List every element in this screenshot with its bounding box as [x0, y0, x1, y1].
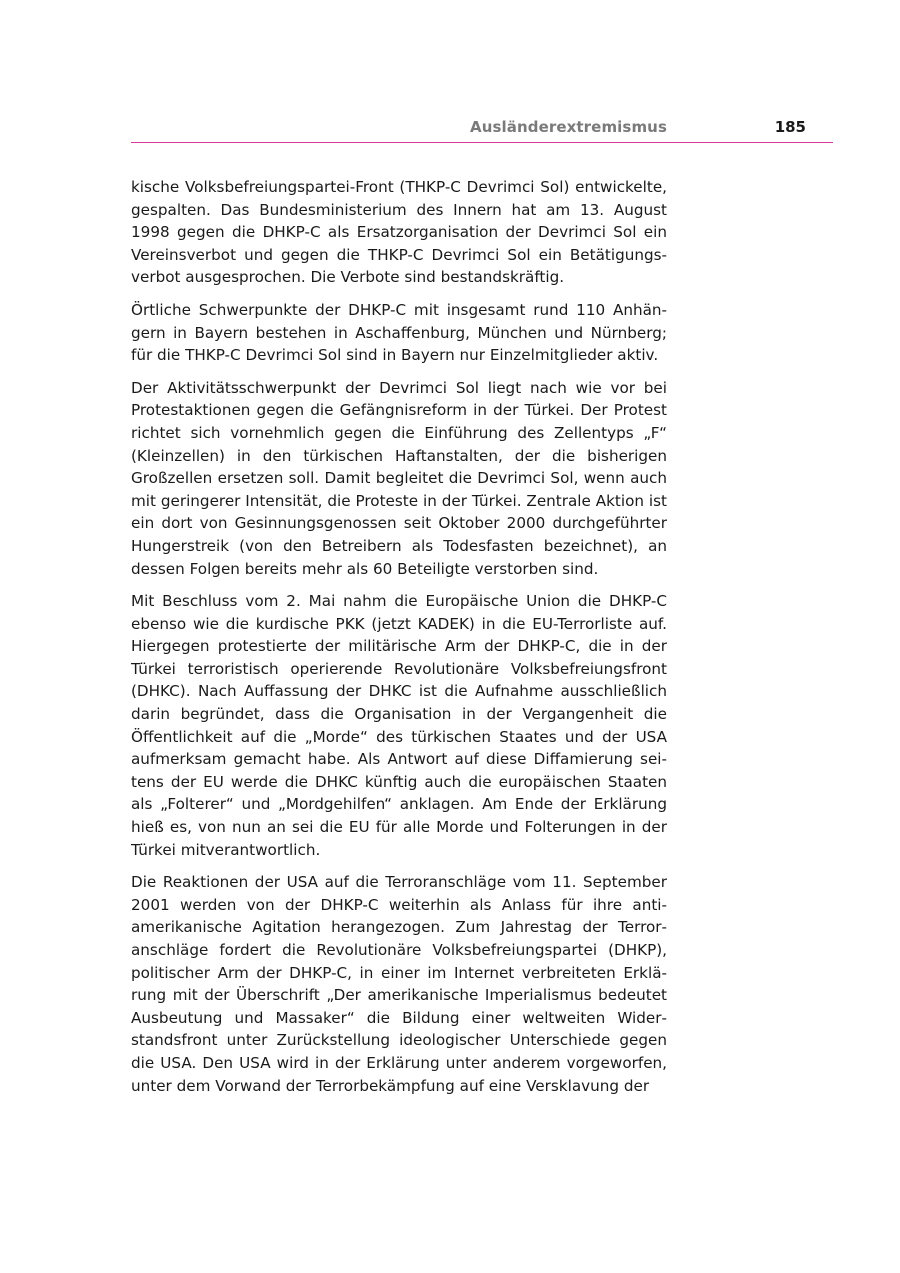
- paragraph: Der Aktivitätsschwerpunkt der Devrimci Sol liegt nach wie vor bei Protestaktionen gegen die Gefängnisreform in der Türkei. Der Protest richtet sich vornehmlich gegen die Einführung des Zellentyps „F“ (Kleinzellen) in den türkischen Haftanstalten, der die bisherigen Großzellen ersetzen soll. Damit begleitet die Devrimci Sol, wenn auch mit geringerer Intensität, die Proteste in der Türkei. Zentrale Aktion ist ein dort von Gesinnungsgenossen seit Oktober 2000 durchgeführter Hungerstreik (von den Betreibern als Todesfasten bezeichnet), an dessen Folgen bereits mehr als 60 Beteiligte verstorben sind.: [131, 378, 667, 578]
- body-text: [131, 176, 667, 1107]
- paragraph: kische Volksbefreiungspartei-Front (THKP-C Devrimci Sol) entwickelte, gespalten. Das Bundesministerium des Innern hat am 13. August 1998 gegen die DHKP-C als Ersatzorganisation der Devrimci Sol ein Vereinsverbot und gegen die THKP-C Devrimci Sol ein Betätigungsverbot ausgesprochen. Die Verbote sind bestandskräftig.: [131, 178, 667, 287]
- paragraph: Örtliche Schwerpunkte der DHKP-C mit insgesamt rund 110 Anhängern in Bayern bestehen in Aschaffenburg, München und Nürnberg; für die THKP-C Devrimci Sol sind in Bayern nur Einzelmitglieder aktiv.: [131, 300, 667, 365]
- paragraph: Mit Beschluss vom 2. Mai nahm die Europäische Union die DHKP-C ebenso wie die kurdische PKK (jetzt KADEK) in die EU-Terrorliste auf. Hiergegen protestierte der militärische Arm der DHKP-C, die in der Türkei terroristisch operierende Revolutionäre Volksbefreiungsfront (DHKC). Nach Auffassung der DHKC ist die Aufnahme ausschließlich darin begründet, dass die Organisation in der Vergangenheit die Öffentlichkeit auf die „Morde“ des türkischen Staates und der USA aufmerksam gemacht habe. Als Antwort auf diese Diffamierung seitens der EU werde die DHKC künftig auch die europäischen Staaten als „Folterer“ und „Mordgehilfen“ anklagen. Am Ende der Erklärung hieß es, von nun an sei die EU für alle Morde und Folterungen in der Türkei mitverantwortlich.: [131, 592, 667, 859]
- paragraph: Die Reaktionen der USA auf die Terroranschläge vom 11. September 2001 werden von der DHKP-C weiterhin als Anlass für ihre antiamerikanische Agitation herangezogen. Zum Jahrestag der Terroranschläge fordert die Revolutionäre Volksbefreiungspartei (DHKP), politischer Arm der DHKP-C, in einer im Internet verbreiteten Erklärung mit der Überschrift „Der amerikanische Imperialismus bedeutet Ausbeutung und Massaker“ die Bildung einer weltweiten Widerstandsfront unter Zurückstellung ideologischer Unterschiede gegen die USA. Den USA wird in der Erklärung unter anderem vorgeworfen, unter dem Vorwand der Terrorbekämpfung auf eine Versklavung der: [131, 873, 667, 1095]
- page-number: 185: [774, 118, 806, 136]
- header-section-title: Ausländerextremismus: [470, 118, 667, 136]
- running-header: [131, 116, 833, 143]
